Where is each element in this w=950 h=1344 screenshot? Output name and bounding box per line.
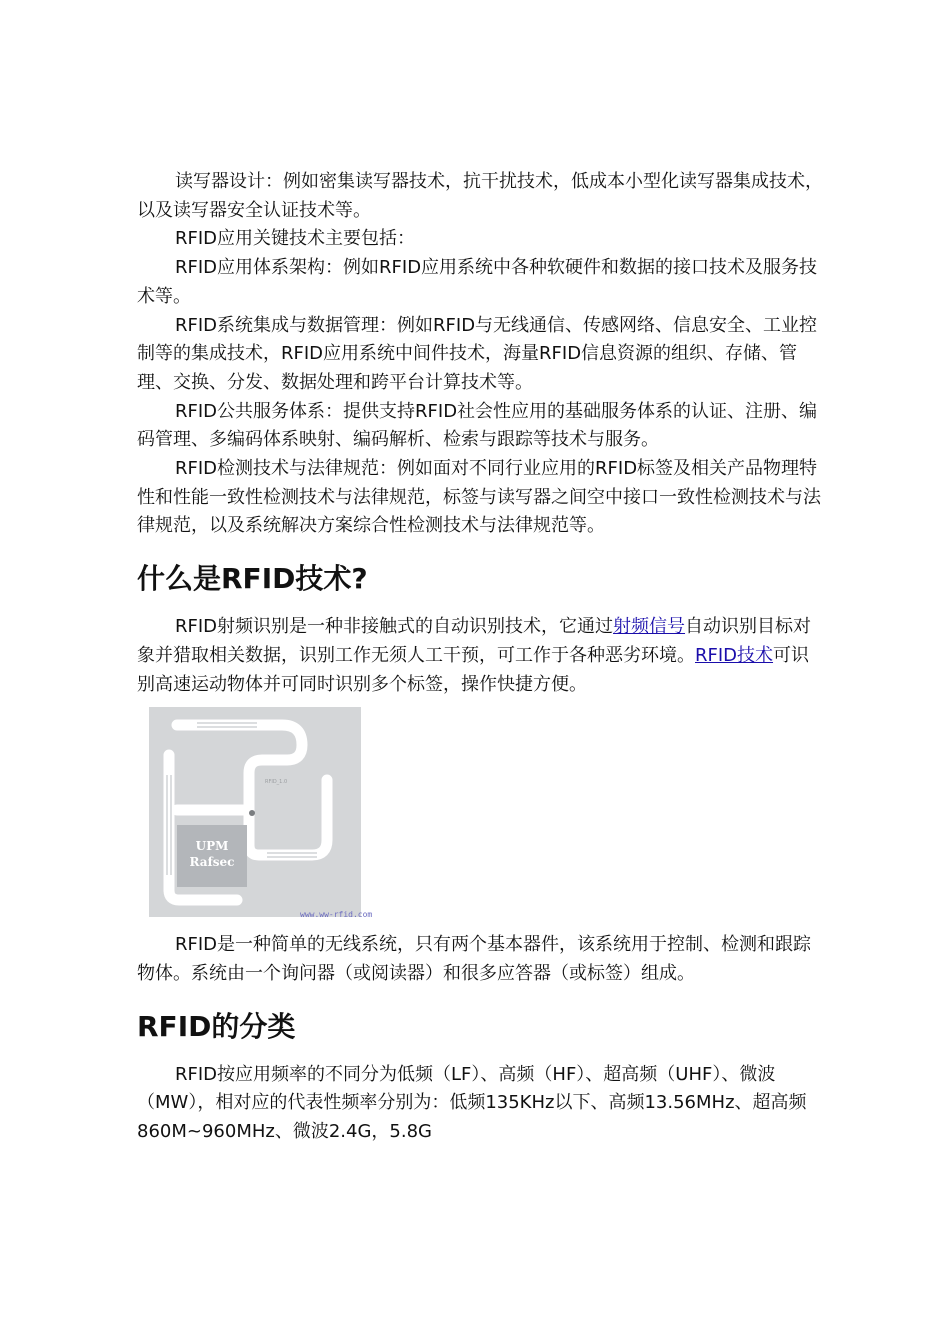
paragraph-testing-standards: RFID检测技术与法律规范：例如面对不同行业应用的RFID标签及相关产品物理特性和性能一致性检测技术与法律规范，标签与读写器之间空中接口一致性检测技术与法律规范，以及系统解决方案综合性检测技术与法律规范等。 [137,458,821,537]
paragraph-app-architecture: RFID应用体系架构：例如RFID应用系统中各种软硬件和数据的接口技术及服务技术等。 [137,257,818,307]
tag-chip-label: RFID_1.0 [265,779,288,786]
paragraph-system-integration: RFID系统集成与数据管理：例如RFID与无线通信、传感网络、信息安全、工业控制等的集成技术，RFID应用系统中间件技术，海量RFID信息资源的组织、存储、管理、交换、分发、数据处理和跨平台计算技术等。 [137,314,818,393]
link-rfid-technology[interactable]: RFID技术 [695,644,774,666]
rfid-tag-image [137,705,382,927]
rfid-tag-illustration [137,705,382,927]
heading-rfid-classification: RFID的分类 [137,1009,296,1043]
paragraph-rfid-system: RFID是一种简单的无线系统，只有两个基本器件，该系统用于控制、检测和跟踪物体。系统由一个询问器（或阅读器）和很多应答器（或标签）组成。 [137,934,812,984]
heading-what-is-rfid: 什么是RFID技术? [137,562,368,596]
tag-brand-line2: Rafsec [189,855,235,870]
image-watermark-url: www.ww-rfid.com [300,910,373,920]
paragraph-reader-design: 读写器设计：例如密集读写器技术，抗干扰技术，低成本小型化读写器集成技术，以及读写器安全认证技术等。 [137,171,823,221]
paragraph-public-service: RFID公共服务体系：提供支持RFID社会性应用的基础服务体系的认证、注册、编码管理、多编码体系映射、编码解析、检索与跟踪等技术与服务。 [137,400,818,451]
document-body [137,168,827,1147]
paragraph-rfid-definition [137,613,827,699]
text-segment: RFID射频识别是一种非接触式的自动识别技术，它通过 [175,616,614,638]
paragraph-key-tech-intro: RFID应用关键技术主要包括： [175,228,416,250]
text-segment: 自动识别目标对象并猎取相关数据，识别工作无须人工干预，可工作于各种恶劣环境。 [137,616,812,666]
text-segment: 可识别高速运动物体并可同时识别多个标签，操作快捷方便。 [137,644,810,695]
link-rf-signal[interactable]: 射频信号 [613,616,686,638]
paragraph-frequency-classes: RFID按应用频率的不同分为低频（LF）、高频（HF）、超高频（UHF）、微波（MW），相对应的代表性频率分别为：低频135KHz以下、高频13.56MHz、超高频860M~960MHz、微波2.4G，5.8G [137,1063,807,1143]
tag-brand-line1: UPM [195,839,229,854]
